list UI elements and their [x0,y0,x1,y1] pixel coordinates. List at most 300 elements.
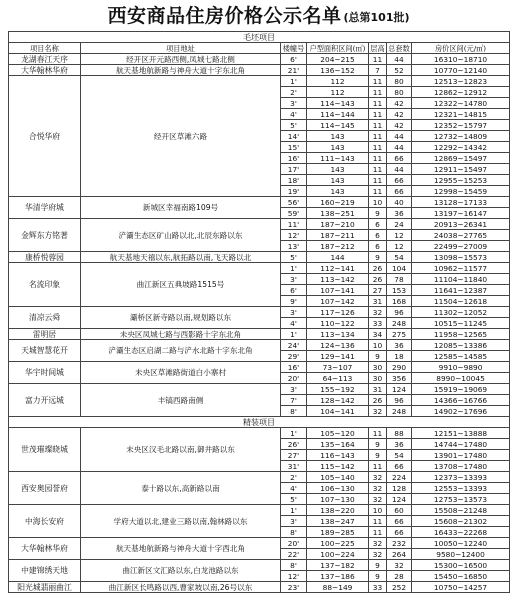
building-cell: 14' [281,131,307,142]
area-range-cell: 138~247 [307,516,369,527]
units-cell: 52 [387,65,412,76]
table-body [9,32,510,593]
price-range-cell: 10750~14257 [412,582,510,593]
units-cell: 153 [387,285,412,296]
floors-cell: 11 [369,76,387,87]
table-row [9,263,510,274]
area-range-cell: 187~212 [307,241,369,252]
units-cell: 168 [387,296,412,307]
area-range-cell: 144 [307,252,369,263]
price-range-cell: 12998~15459 [412,186,510,197]
units-cell: 66 [387,527,412,538]
units-cell: 252 [387,582,412,593]
floors-cell: 10 [369,197,387,208]
project-name-cell: 大华翰林华府 [9,65,81,76]
price-range-cell: 15919~19069 [412,384,510,395]
price-range-cell: 12321~14815 [412,109,510,120]
area-range-cell: 100~225 [307,538,369,549]
units-cell: 54 [387,252,412,263]
project-name-cell: 中海长安府 [9,505,81,538]
price-range-cell: 11641~12387 [412,285,510,296]
area-range-cell: 113~142 [307,274,369,285]
section-header-row [9,32,510,43]
project-address-cell: 未央区汉毛北路以南,御井路以东 [81,428,281,472]
units-cell: 32 [387,560,412,571]
building-cell: 12' [281,230,307,241]
project-address-cell: 新城区幸福南路109号 [81,197,281,219]
building-cell: 3' [281,307,307,318]
price-range-cell: 12352~15797 [412,120,510,131]
units-cell: 124 [387,384,412,395]
units-cell: 66 [387,153,412,164]
building-cell: 11' [281,219,307,230]
floors-cell: 9 [369,560,387,571]
price-range-cell: 12869~15497 [412,153,510,164]
floors-cell: 26 [369,395,387,406]
project-name-cell: 天城智慧花开 [9,340,81,362]
header-address: 项目地址 [81,43,281,54]
floors-cell: 11 [369,109,387,120]
project-address-cell: 丰镐西路南侧 [81,384,281,417]
units-cell: 12 [387,230,412,241]
header-price-range: 房价区间(元/㎡) [412,43,510,54]
price-range-cell: 13708~17480 [412,461,510,472]
area-range-cell: 128~142 [307,395,369,406]
units-cell: 44 [387,142,412,153]
building-cell: 4' [281,109,307,120]
price-range-cell: 9910~9890 [412,362,510,373]
building-cell: 16' [281,153,307,164]
building-cell: 3' [281,516,307,527]
price-range-cell: 20913~26341 [412,219,510,230]
project-name-cell: 雷明居 [9,329,81,340]
area-range-cell: 104~141 [307,406,369,417]
building-cell: 3' [281,274,307,285]
price-range-cell: 10962~11577 [412,263,510,274]
area-range-cell: 112 [307,76,369,87]
units-cell: 60 [387,505,412,516]
floors-cell: 6 [369,219,387,230]
units-cell: 36 [387,439,412,450]
units-cell: 36 [387,208,412,219]
price-range-cell: 12373~13393 [412,472,510,483]
section-label: 毛坯项目 [9,32,510,43]
units-cell: 28 [387,571,412,582]
building-cell: 18' [281,175,307,186]
floors-cell: 32 [369,483,387,494]
building-cell: 19' [281,186,307,197]
units-cell: 96 [387,395,412,406]
project-address-cell: 曲江新区长鸣路以西,曹家坡以南,26号以东 [81,582,281,593]
floors-cell: 7 [369,65,387,76]
area-range-cell: 137~182 [307,560,369,571]
header-area-range: 户型面积区间(㎡) [307,43,369,54]
price-range-cell: 12553~13393 [412,483,510,494]
area-range-cell: 187~211 [307,230,369,241]
price-range-cell: 12753~13573 [412,494,510,505]
table-row [9,76,510,87]
building-cell: 26' [281,439,307,450]
price-range-cell: 13197~16147 [412,208,510,219]
header-building: 楼幢号 [281,43,307,54]
floors-cell: 11 [369,461,387,472]
building-cell: 2' [281,87,307,98]
project-address-cell: 航天基地天禧以东,航拓路以南,飞天路以北 [81,252,281,263]
floors-cell: 11 [369,98,387,109]
building-cell: 1' [281,76,307,87]
floors-cell: 9 [369,439,387,450]
floors-cell: 33 [369,318,387,329]
building-cell: 2' [281,472,307,483]
units-cell: 42 [387,98,412,109]
units-cell: 275 [387,329,412,340]
price-range-cell: 15450~16850 [412,571,510,582]
building-cell: 22' [281,549,307,560]
table-row [9,362,510,373]
units-cell: 66 [387,175,412,186]
price-range-cell: 8990~10045 [412,373,510,384]
floors-cell: 31 [369,296,387,307]
project-address-cell: 航天基地航新路与神舟大道十字东北角 [81,65,281,76]
floors-cell: 10 [369,505,387,516]
floors-cell: 31 [369,384,387,395]
area-range-cell: 114~145 [307,120,369,131]
area-range-cell: 117~126 [307,307,369,318]
building-cell: 8' [281,406,307,417]
units-cell: 96 [387,307,412,318]
floors-cell: 11 [369,54,387,65]
area-range-cell: 115~142 [307,461,369,472]
floors-cell: 9 [369,351,387,362]
floors-cell: 32 [369,538,387,549]
title-row [8,4,509,28]
table-row [9,472,510,483]
building-cell: 21' [281,65,307,76]
table-row [9,505,510,516]
project-name-cell: 名流印象 [9,263,81,307]
building-cell: 4' [281,483,307,494]
price-range-cell: 11504~12618 [412,296,510,307]
units-cell: 124 [387,494,412,505]
floors-cell: 11 [369,516,387,527]
section-label: 精装项目 [9,417,510,428]
price-range-cell: 16310~18710 [412,54,510,65]
area-range-cell: 155~192 [307,384,369,395]
building-cell: 15' [281,142,307,153]
project-address-cell: 曲江新区五典坡路1515号 [81,263,281,307]
project-name-cell: 世茂璀璨晓城 [9,428,81,472]
price-range-cell: 10050~12240 [412,538,510,549]
units-cell: 36 [387,340,412,351]
floors-cell: 9 [369,571,387,582]
price-range-cell: 12085~13386 [412,340,510,351]
units-cell: 290 [387,362,412,373]
floors-cell: 32 [369,307,387,318]
table-row [9,340,510,351]
project-name-cell: 西安奥园誉府 [9,472,81,505]
units-cell: 42 [387,109,412,120]
area-range-cell: 107~130 [307,494,369,505]
building-cell: 31' [281,461,307,472]
floors-cell: 9 [369,252,387,263]
building-cell: 23' [281,582,307,593]
floors-cell: 34 [369,329,387,340]
price-table [8,31,510,593]
price-range-cell: 12151~13888 [412,428,510,439]
units-cell: 12 [387,241,412,252]
table-row [9,582,510,593]
area-range-cell: 143 [307,175,369,186]
building-cell: 16' [281,362,307,373]
units-cell: 66 [387,186,412,197]
price-range-cell: 12911~15497 [412,164,510,175]
price-range-cell: 11104~11840 [412,274,510,285]
floors-cell: 6 [369,241,387,252]
project-address-cell: 泰十路以东,高新路以南 [81,472,281,505]
area-range-cell: 136~152 [307,65,369,76]
floors-cell: 27 [369,285,387,296]
building-cell: 5' [281,120,307,131]
price-range-cell: 12322~14780 [412,98,510,109]
area-range-cell: 112 [307,87,369,98]
floors-cell: 11 [369,175,387,186]
units-cell: 78 [387,274,412,285]
floors-cell: 30 [369,362,387,373]
floors-cell: 11 [369,120,387,131]
floors-cell: 11 [369,87,387,98]
units-cell: 44 [387,131,412,142]
floors-cell: 6 [369,230,387,241]
units-cell: 264 [387,549,412,560]
area-range-cell: 137~186 [307,571,369,582]
price-range-cell: 13128~17133 [412,197,510,208]
area-range-cell: 143 [307,131,369,142]
price-range-cell: 15300~16500 [412,560,510,571]
building-cell: 8' [281,527,307,538]
units-cell: 248 [387,406,412,417]
units-cell: 88 [387,428,412,439]
project-address-cell: 灞桥区新寺路以南,规划路以东 [81,307,281,329]
area-range-cell: 124~136 [307,340,369,351]
price-range-cell: 12862~12912 [412,87,510,98]
project-address-cell: 浐灞生态区启湖二路与浐水北路十字东北角 [81,340,281,362]
area-range-cell: 143 [307,186,369,197]
project-name-cell: 康桥悦蓉园 [9,252,81,263]
building-cell: 9' [281,296,307,307]
area-range-cell: 107~142 [307,296,369,307]
project-address-cell: 学府大道以北,建业三路以南,翰林路以东 [81,505,281,538]
floors-cell: 9 [369,208,387,219]
building-cell: 59' [281,208,307,219]
area-range-cell: 114~144 [307,109,369,120]
price-range-cell: 12513~12823 [412,76,510,87]
project-address-cell: 未央区凤城七路与西影路十字东北角 [81,329,281,340]
price-range-cell: 14902~17696 [412,406,510,417]
area-range-cell: 116~143 [307,450,369,461]
price-range-cell: 10770~12140 [412,65,510,76]
area-range-cell: 88~149 [307,582,369,593]
area-range-cell: 204~215 [307,54,369,65]
units-cell: 54 [387,450,412,461]
area-range-cell: 143 [307,142,369,153]
building-cell: 7' [281,395,307,406]
project-name-cell: 金辉东方铭著 [9,219,81,252]
project-name-cell: 阳光城翡丽曲江 [9,582,81,593]
area-range-cell: 106~130 [307,483,369,494]
area-range-cell: 113~134 [307,329,369,340]
table-row [9,384,510,395]
building-cell: 24' [281,340,307,351]
price-range-cell: 12585~14585 [412,351,510,362]
units-cell: 24 [387,219,412,230]
project-address-cell: 曲江新区文汇路以东,白龙池路以东 [81,560,281,582]
project-name-cell: 富力开远城 [9,384,81,417]
price-range-cell: 15608~21302 [412,516,510,527]
floors-cell: 10 [369,340,387,351]
area-range-cell: 129~141 [307,351,369,362]
building-cell: 29' [281,351,307,362]
building-cell: 20' [281,373,307,384]
price-range-cell: 15508~21248 [412,505,510,516]
building-cell: 8' [281,560,307,571]
table-row [9,307,510,318]
area-range-cell: 110~122 [307,318,369,329]
building-cell: 6' [281,285,307,296]
floors-cell: 9 [369,450,387,461]
units-cell: 66 [387,461,412,472]
units-cell: 42 [387,120,412,131]
project-name-cell: 大华翰林华府 [9,538,81,560]
project-name-cell: 合悦华府 [9,76,81,197]
building-cell: 20' [281,538,307,549]
project-name-cell: 中建锦绣天地 [9,560,81,582]
units-cell: 66 [387,516,412,527]
table-row [9,560,510,571]
building-cell: 1' [281,329,307,340]
area-range-cell: 111~143 [307,153,369,164]
area-range-cell: 138~251 [307,208,369,219]
area-range-cell: 160~219 [307,197,369,208]
project-address-cell: 经开区开元路西侧,凤城七路北侧 [81,54,281,65]
units-cell: 80 [387,87,412,98]
area-range-cell: 100~224 [307,549,369,560]
table-row [9,54,510,65]
price-range-cell: 22499~27009 [412,241,510,252]
price-range-cell: 9580~12400 [412,549,510,560]
floors-cell: 11 [369,186,387,197]
units-cell: 128 [387,483,412,494]
floors-cell: 11 [369,527,387,538]
building-cell: 1' [281,428,307,439]
table-row [9,219,510,230]
floors-cell: 11 [369,153,387,164]
building-cell: 1' [281,505,307,516]
project-address-cell: 经开区草滩六路 [81,76,281,197]
building-cell: 56' [281,197,307,208]
area-range-cell: 107~141 [307,285,369,296]
area-range-cell: 114~143 [307,98,369,109]
area-range-cell: 187~210 [307,219,369,230]
page-title: 西安商品住房价格公示名单 [107,5,342,27]
section-header-row [9,417,510,428]
price-range-cell: 16433~22268 [412,527,510,538]
price-range-cell: 12732~14809 [412,131,510,142]
building-cell: 1' [281,263,307,274]
project-address-cell: 未央区草滩路街道白小寨村 [81,362,281,384]
project-address-cell: 航天基地航新路与神舟大道十字西北角 [81,538,281,560]
price-range-cell: 12292~14342 [412,142,510,153]
price-range-cell: 10515~11245 [412,318,510,329]
units-cell: 80 [387,76,412,87]
building-cell: 13' [281,241,307,252]
floors-cell: 11 [369,164,387,175]
project-name-cell: 华宇时间城 [9,362,81,384]
building-cell: 5' [281,252,307,263]
project-address-cell: 浐灞生态区矿山路以北,北辰东路以东 [81,219,281,252]
table-row [9,428,510,439]
price-range-cell: 12955~15253 [412,175,510,186]
units-cell: 232 [387,538,412,549]
area-range-cell: 138~220 [307,505,369,516]
building-cell: 3' [281,98,307,109]
price-range-cell: 13901~17480 [412,450,510,461]
area-range-cell: 112~141 [307,263,369,274]
units-cell: 356 [387,373,412,384]
floors-cell: 32 [369,472,387,483]
building-cell: 6' [281,54,307,65]
table-row [9,538,510,549]
units-cell: 104 [387,263,412,274]
floors-cell: 32 [369,406,387,417]
floors-cell: 30 [369,373,387,384]
header-project-name: 项目名称 [9,43,81,54]
area-range-cell: 105~120 [307,428,369,439]
area-range-cell: 143 [307,164,369,175]
price-range-cell: 14744~17480 [412,439,510,450]
project-name-cell: 龙湖春江天序 [9,54,81,65]
building-cell: 17' [281,164,307,175]
units-cell: 44 [387,164,412,175]
floors-cell: 26 [369,263,387,274]
building-cell: 12' [281,571,307,582]
floors-cell: 11 [369,142,387,153]
price-range-cell: 11302~12052 [412,307,510,318]
table-row [9,197,510,208]
units-cell: 248 [387,318,412,329]
price-range-cell: 14366~16766 [412,395,510,406]
floors-cell: 11 [369,131,387,142]
header-units: 总套数 [388,43,410,53]
floors-cell: 33 [369,582,387,593]
batch-number: (总第101批) [343,11,410,24]
units-cell: 224 [387,472,412,483]
building-cell: 5' [281,494,307,505]
area-range-cell: 105~140 [307,472,369,483]
price-range-cell: 24038~27765 [412,230,510,241]
area-range-cell: 64~113 [307,373,369,384]
table-row [9,252,510,263]
price-range-cell: 11958~12565 [412,329,510,340]
table-header-row [9,43,510,54]
header-floors: 层高 [370,43,385,53]
area-range-cell: 73~107 [307,362,369,373]
building-cell: 3' [281,384,307,395]
project-name-cell: 华清学府城 [9,197,81,219]
building-cell: 4' [281,318,307,329]
price-range-cell: 13098~15573 [412,252,510,263]
floors-cell: 32 [369,549,387,560]
table-row [9,65,510,76]
